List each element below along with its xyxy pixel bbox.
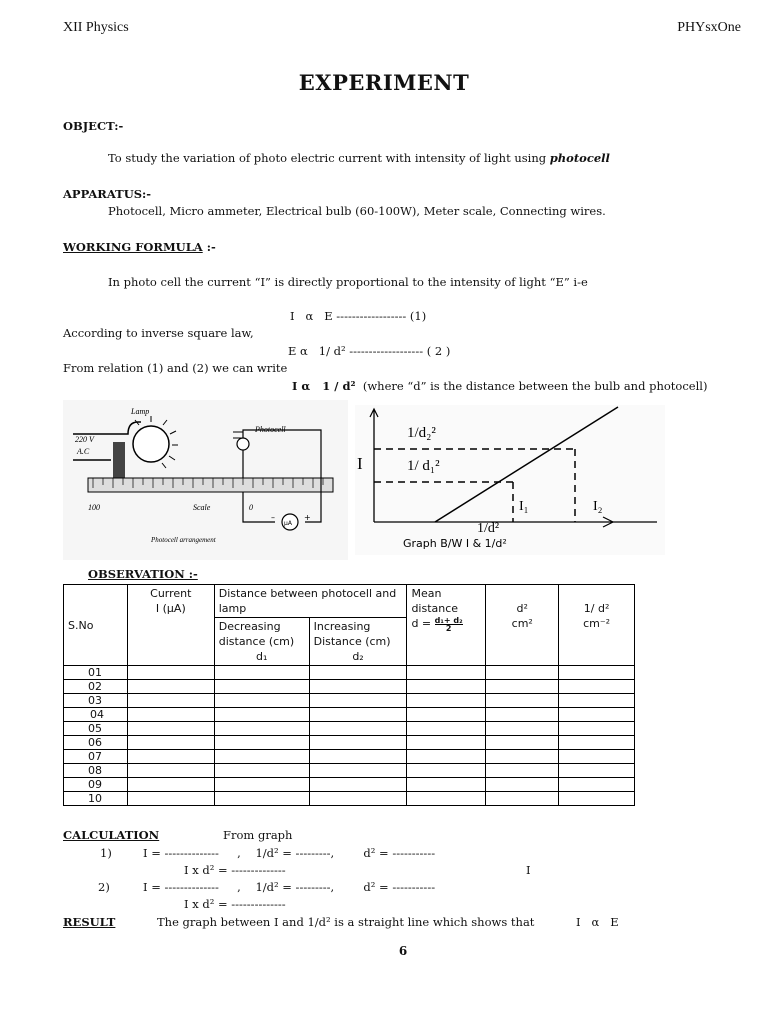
graph-i-vs-inverse-d-squared: [355, 405, 665, 555]
apparatus-text: Photocell, Micro ammeter, Electrical bulb (60-100W), Meter scale, Connecting wires.: [108, 204, 606, 218]
calc-row-1-number: 1): [100, 846, 112, 860]
result-label: RESULT: [63, 915, 116, 929]
formula-label-text: WORKING FORMULA: [63, 240, 203, 254]
photocell-symbol: [237, 438, 249, 450]
formula-line-2: According to inverse square law,: [63, 326, 254, 340]
photocell-arrangement-figure: [63, 400, 348, 560]
microammeter-label: μA: [284, 520, 292, 527]
header-dec-sym: d₁: [255, 650, 268, 663]
row-sno: 10: [64, 792, 128, 806]
equation-3-main: I α 1 / d²: [292, 379, 356, 393]
formula-intro: In photo cell the current “I” is directly proportional to the intensity of light “E” i-e: [108, 275, 588, 289]
calc-row-2-product: I x d² = --------------: [184, 897, 286, 911]
header-current: [127, 585, 214, 666]
graph-i1-label: I₁: [519, 499, 529, 514]
svg-text:–: –: [271, 513, 275, 522]
observation-label: OBSERVATION :-: [88, 567, 198, 581]
graph-caption: Graph B/W I & 1/d²: [403, 537, 507, 550]
header-dec-label: Decreasing distance (cm): [218, 620, 295, 648]
table-row: [64, 680, 635, 694]
graph-y-label: I: [357, 454, 363, 473]
object-label: OBJECT:-: [63, 119, 124, 133]
header-mean: [407, 585, 486, 666]
header-decreasing: [214, 618, 309, 666]
row-sno: 02: [64, 680, 128, 694]
graph-label-top: 1/d₂²: [407, 425, 436, 441]
apparatus-label: APPARATUS:-: [63, 187, 152, 201]
header-left: XII Physics: [63, 20, 129, 35]
header-mean-denominator: 2: [445, 623, 452, 633]
graph-i2-label: I₂: [593, 499, 603, 514]
row-sno: 06: [64, 736, 128, 750]
scale-left-label: 100: [88, 503, 100, 512]
supply-label-2: A.C: [77, 447, 90, 456]
header-inverse-d2: [559, 585, 635, 666]
header-current-unit: I (μA): [155, 602, 186, 615]
formula-line-3: From relation (1) and (2) we can write: [63, 361, 288, 375]
lamp-stand: [113, 442, 125, 482]
row-sno: 03: [64, 694, 128, 708]
header-mean-eq: d =: [411, 617, 432, 630]
row-sno: 09: [64, 778, 128, 792]
header-d2: [486, 585, 559, 666]
equation-3: [292, 379, 707, 393]
header-inc-sym: d₂: [352, 650, 364, 663]
formula-label: [63, 240, 216, 254]
row-sno: 04: [64, 708, 128, 722]
photocell-label: Photocell: [255, 425, 286, 434]
table-row: [64, 764, 635, 778]
scale-right-label: 0: [249, 503, 253, 512]
calc-row-2-number: 2): [98, 880, 110, 894]
supply-label-1: 220 V: [75, 435, 94, 444]
row-sno: 07: [64, 750, 128, 764]
lamp-bulb: [133, 426, 169, 462]
graph-x-label: 1/d²: [477, 521, 500, 536]
calc-row-1: I = -------------- , 1/d² = ---------, d² = -----------: [143, 846, 436, 860]
header-mean-label: Mean distance: [411, 587, 459, 615]
header-mean-numerator: d₁+ d₂: [434, 615, 463, 625]
calculation-from-graph: From graph: [223, 828, 293, 842]
observation-table: [63, 584, 635, 806]
header-right: PHYsxOne: [677, 20, 741, 35]
header-current-label: Current: [150, 587, 192, 600]
table-row: [64, 666, 635, 680]
table-row: [64, 694, 635, 708]
scale-label: Scale: [193, 503, 211, 512]
row-sno: 01: [64, 666, 128, 680]
header-inv-unit: cm⁻²: [583, 617, 611, 630]
page-number: 6: [398, 944, 408, 958]
table-row: [64, 792, 635, 806]
formula-label-suffix: :-: [202, 240, 216, 254]
table-row: [64, 722, 635, 736]
header-d2-label: d²: [516, 602, 528, 615]
equation-2: E α 1/ d² ------------------- ( 2 ): [288, 344, 451, 358]
result-text: The graph between I and 1/d² is a straight line which shows that: [157, 915, 535, 929]
table-header-row-1: [64, 585, 635, 618]
header-d2-unit: cm²: [511, 617, 533, 630]
object-emphasis: photocell: [549, 151, 610, 165]
row-sno: 08: [64, 764, 128, 778]
header-inv-label: 1/ d²: [583, 602, 610, 615]
figure-caption: Photocell arrangement: [151, 536, 216, 544]
page-title: EXPERIMENT: [298, 70, 470, 95]
svg-text:+: +: [304, 513, 311, 522]
table-row: [64, 708, 635, 722]
result-relation: I α E: [576, 915, 619, 929]
lamp-label: Lamp: [131, 407, 150, 416]
calc-row-2: I = -------------- , 1/d² = ---------, d² = -----------: [143, 880, 436, 894]
calc-side-i: I: [526, 863, 531, 877]
header-increasing: [309, 618, 407, 666]
object-text: [108, 151, 610, 165]
meter-scale: [88, 478, 333, 492]
calc-row-1-product: I x d² = --------------: [184, 863, 286, 877]
table-row: [64, 736, 635, 750]
graph-label-mid: 1/ d₁²: [407, 458, 440, 474]
table-row: [64, 750, 635, 764]
row-sno: 05: [64, 722, 128, 736]
calculation-label: CALCULATION: [63, 828, 160, 842]
header-distance: Distance between photocell and lamp: [214, 585, 407, 618]
header-inc-label: Increasing Distance (cm): [313, 620, 391, 648]
object-sentence: To study the variation of photo electric current with intensity of light using: [108, 151, 547, 165]
equation-3-note: (where “d” is the distance between the bulb and photocell): [362, 379, 708, 393]
table-row: [64, 778, 635, 792]
equation-1: I α E ------------------ (1): [290, 309, 427, 323]
header-sno: S.No: [64, 585, 128, 666]
